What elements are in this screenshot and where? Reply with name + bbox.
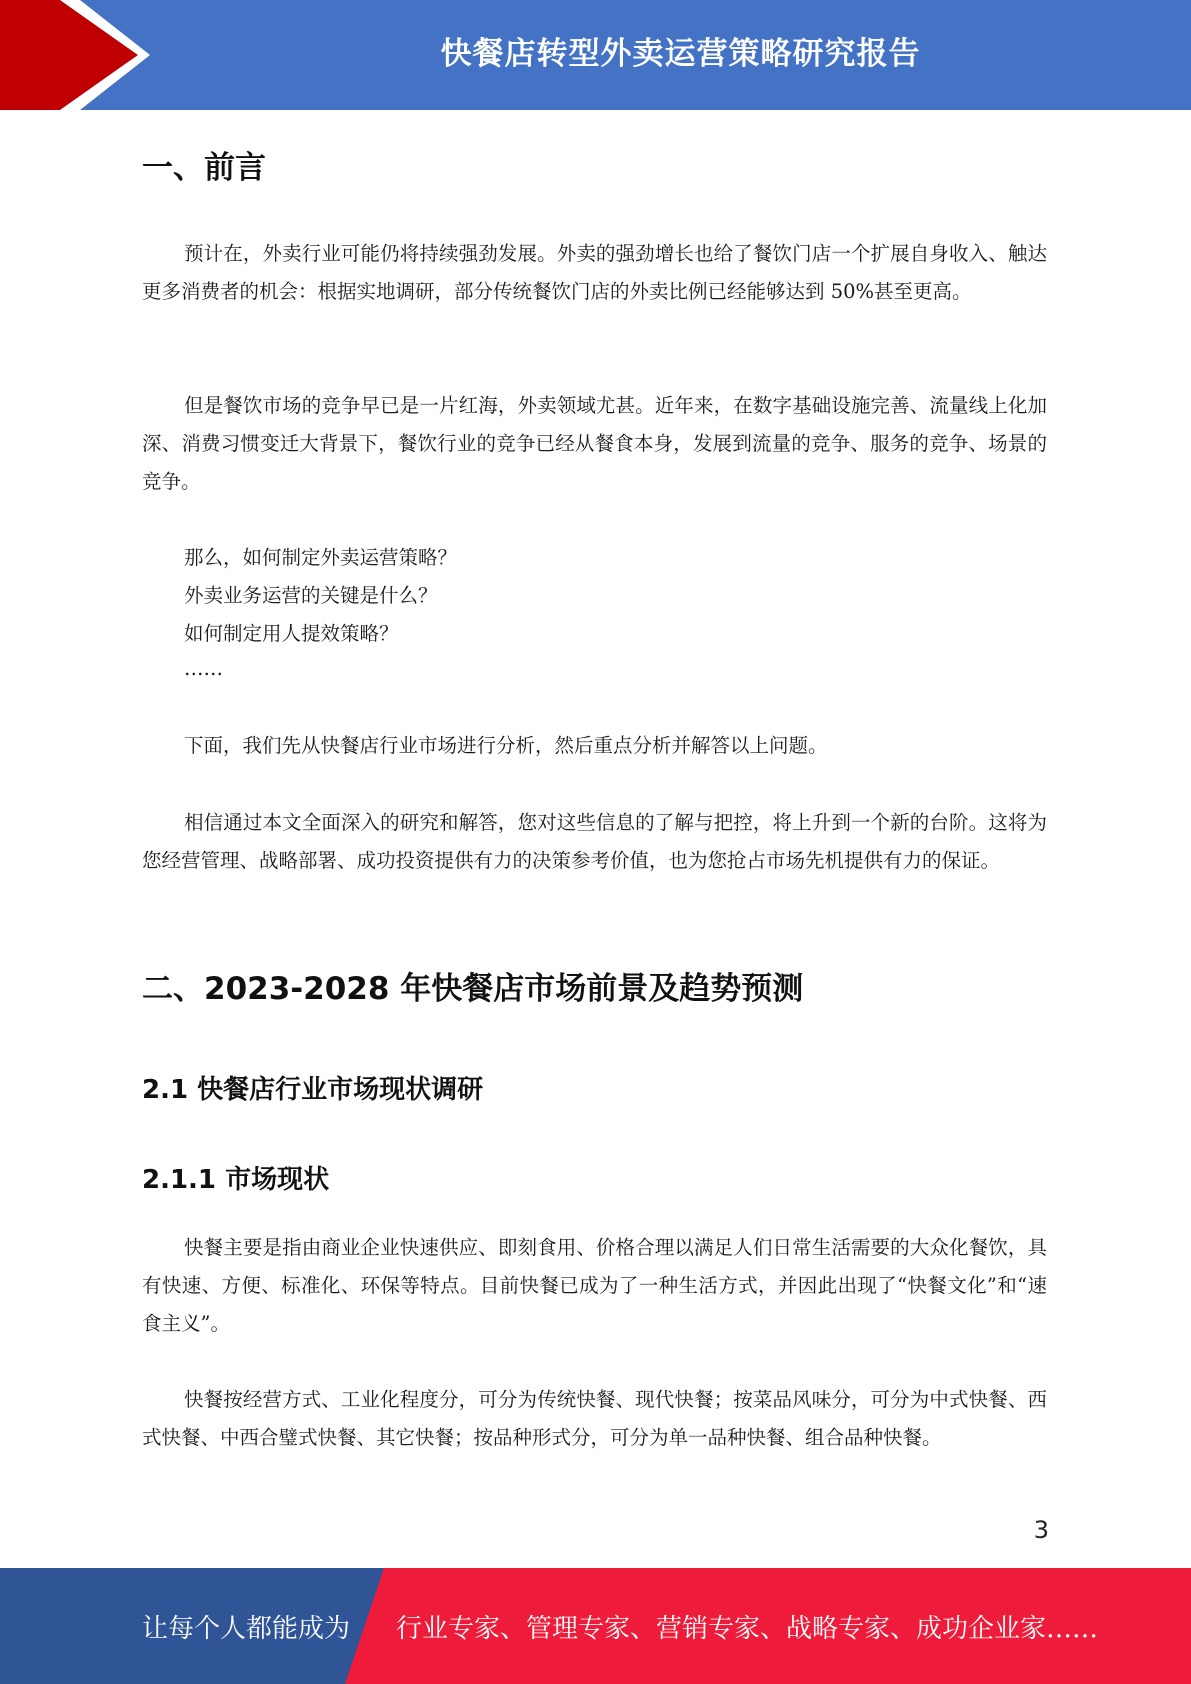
question-ellipsis: …… [184, 657, 223, 680]
document-title: 快餐店转型外卖运营策略研究报告 [440, 35, 921, 72]
paragraph-6: 快餐按经营方式、工业化程度分，可分为传统快餐、现代快餐；按菜品风味分，可分为中式快餐、西式快餐、中西合璧式快餐、其它快餐；按品种形式分，可分为单一品种快餐、组合品种快餐。 [142, 1388, 1047, 1449]
question-line-2: 外卖业务运营的关键是什么？ [184, 584, 438, 607]
page-header [0, 0, 1191, 110]
section-2-1-1-heading: 2.1.1 市场现状 [142, 1165, 330, 1195]
footer-slogan-left: 让每个人都能成为 [142, 1613, 351, 1644]
section-2-heading: 二、2023-2028 年快餐店市场前景及趋势预测 [142, 971, 804, 1007]
footer-slogan-right: 行业专家、管理专家、营销专家、战略专家、成功企业家…… [396, 1613, 1099, 1644]
paragraph-5: 快餐主要是指由商业企业快速供应、即刻食用、价格合理以满足人们日常生活需要的大众化餐饮，具有快速、方便、标准化、环保等特点。目前快餐已成为了一种生活方式，并因此出现了“快餐文化”和“速食主义”。 [142, 1236, 1047, 1335]
paragraph-3: 下面，我们先从快餐店行业市场进行分析，然后重点分析并解答以上问题。 [184, 734, 828, 757]
question-line-1: 那么，如何制定外卖运营策略？ [184, 546, 458, 569]
question-line-3: 如何制定用人提效策略？ [184, 622, 399, 645]
paragraph-1: 预计在，外卖行业可能仍将持续强劲发展。外卖的强劲增长也给了餐饮门店一个扩展自身收入、触达更多消费者的机会：根据实地调研，部分传统餐饮门店的外卖比例已经能够达到 50%甚至更高。 [142, 242, 1047, 303]
page-footer [0, 1568, 1191, 1684]
paragraph-4: 相信通过本文全面深入的研究和解答，您对这些信息的了解与把控，将上升到一个新的台阶。这将为您经营管理、战略部署、成功投资提供有力的决策参考价值，也为您抢占市场先机提供有力的保证。 [142, 811, 1047, 872]
paragraph-2: 但是餐饮市场的竞争早已是一片红海，外卖领域尤甚。近年来，在数字基础设施完善、流量线上化加深、消费习惯变迁大背景下，餐饮行业的竞争已经从餐食本身，发展到流量的竞争、服务的竞争、场景的竞争。 [142, 394, 1047, 493]
page-number: 3 [1033, 1516, 1049, 1544]
section-1-heading: 一、前言 [142, 150, 266, 186]
section-2-1-heading: 2.1 快餐店行业市场现状调研 [142, 1075, 484, 1105]
